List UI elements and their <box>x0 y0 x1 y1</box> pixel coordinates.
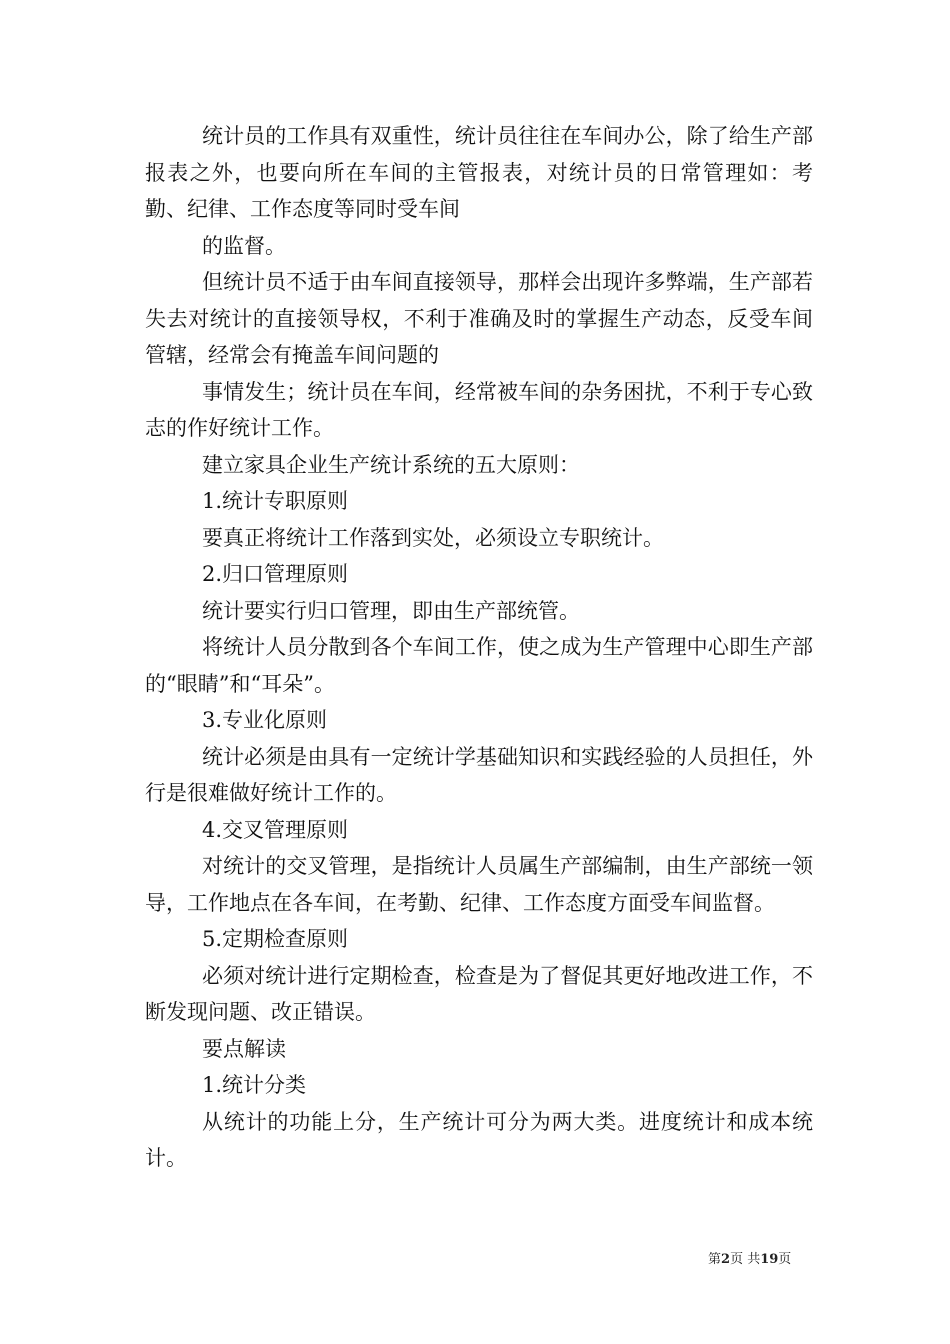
footer-total-pages: 19 <box>760 1252 779 1267</box>
section-heading: 2.归口管理原则 <box>202 562 349 586</box>
paragraph: 从统计的功能上分，生产统计可分为两大类。进度统计和成本统计。 <box>145 1109 813 1170</box>
section-heading: 5.定期检查原则 <box>202 927 349 951</box>
paragraph: 建立家具企业生产统计系统的五大原则： <box>202 452 580 477</box>
section-heading: 要点解读 <box>202 1036 286 1061</box>
document-body <box>145 118 813 1177</box>
paragraph: 对统计的交叉管理，是指统计人员属生产部编制，由生产部统一领导，工作地点在各车间，在考勤、纪律、工作态度方面受车间监督。 <box>145 854 813 915</box>
footer-suffix: 页 <box>778 1252 792 1267</box>
section-heading: 1.统计分类 <box>202 1073 307 1097</box>
section-heading: 4.交叉管理原则 <box>202 817 349 842</box>
paragraph: 统计员的工作具有双重性，统计员往往在车间办公，除了给生产部报表之外，也要向所在车间的主管报表，对统计员的日常管理如：考勤、纪律、工作态度等同时受车间 <box>145 124 813 221</box>
section-heading: 3.专业化原则 <box>202 708 328 732</box>
footer-middle: 页 共 <box>730 1252 761 1267</box>
footer-prefix: 第 <box>708 1252 722 1267</box>
paragraph: 统计要实行归口管理，即由生产部统管。 <box>202 598 580 623</box>
section-heading: 1.统计专职原则 <box>202 489 349 513</box>
paragraph: 统计必须是由具有一定统计学基础知识和实践经验的人员担任，外行是很难做好统计工作的。 <box>145 744 813 805</box>
paragraph: 必须对统计进行定期检查，检查是为了督促其更好地改进工作，不断发现问题、改正错误。 <box>145 963 813 1024</box>
page-footer <box>708 1248 791 1267</box>
paragraph: 将统计人员分散到各个车间工作，使之成为生产管理中心即生产部的“眼睛”和“耳朵”。 <box>145 635 813 696</box>
paragraph: 事情发生；统计员在车间，经常被车间的杂务困扰，不利于专心致志的作好统计工作。 <box>145 379 813 440</box>
footer-page-number: 2 <box>721 1252 731 1267</box>
paragraph: 的监督。 <box>202 233 286 258</box>
paragraph: 要真正将统计工作落到实处，必须设立专职统计。 <box>202 525 664 550</box>
paragraph: 但统计员不适于由车间直接领导，那样会出现许多弊端，生产部若失去对统计的直接领导权，不利于准确及时的掌握生产动态，反受车间管辖，经常会有掩盖车间问题的 <box>145 270 813 367</box>
